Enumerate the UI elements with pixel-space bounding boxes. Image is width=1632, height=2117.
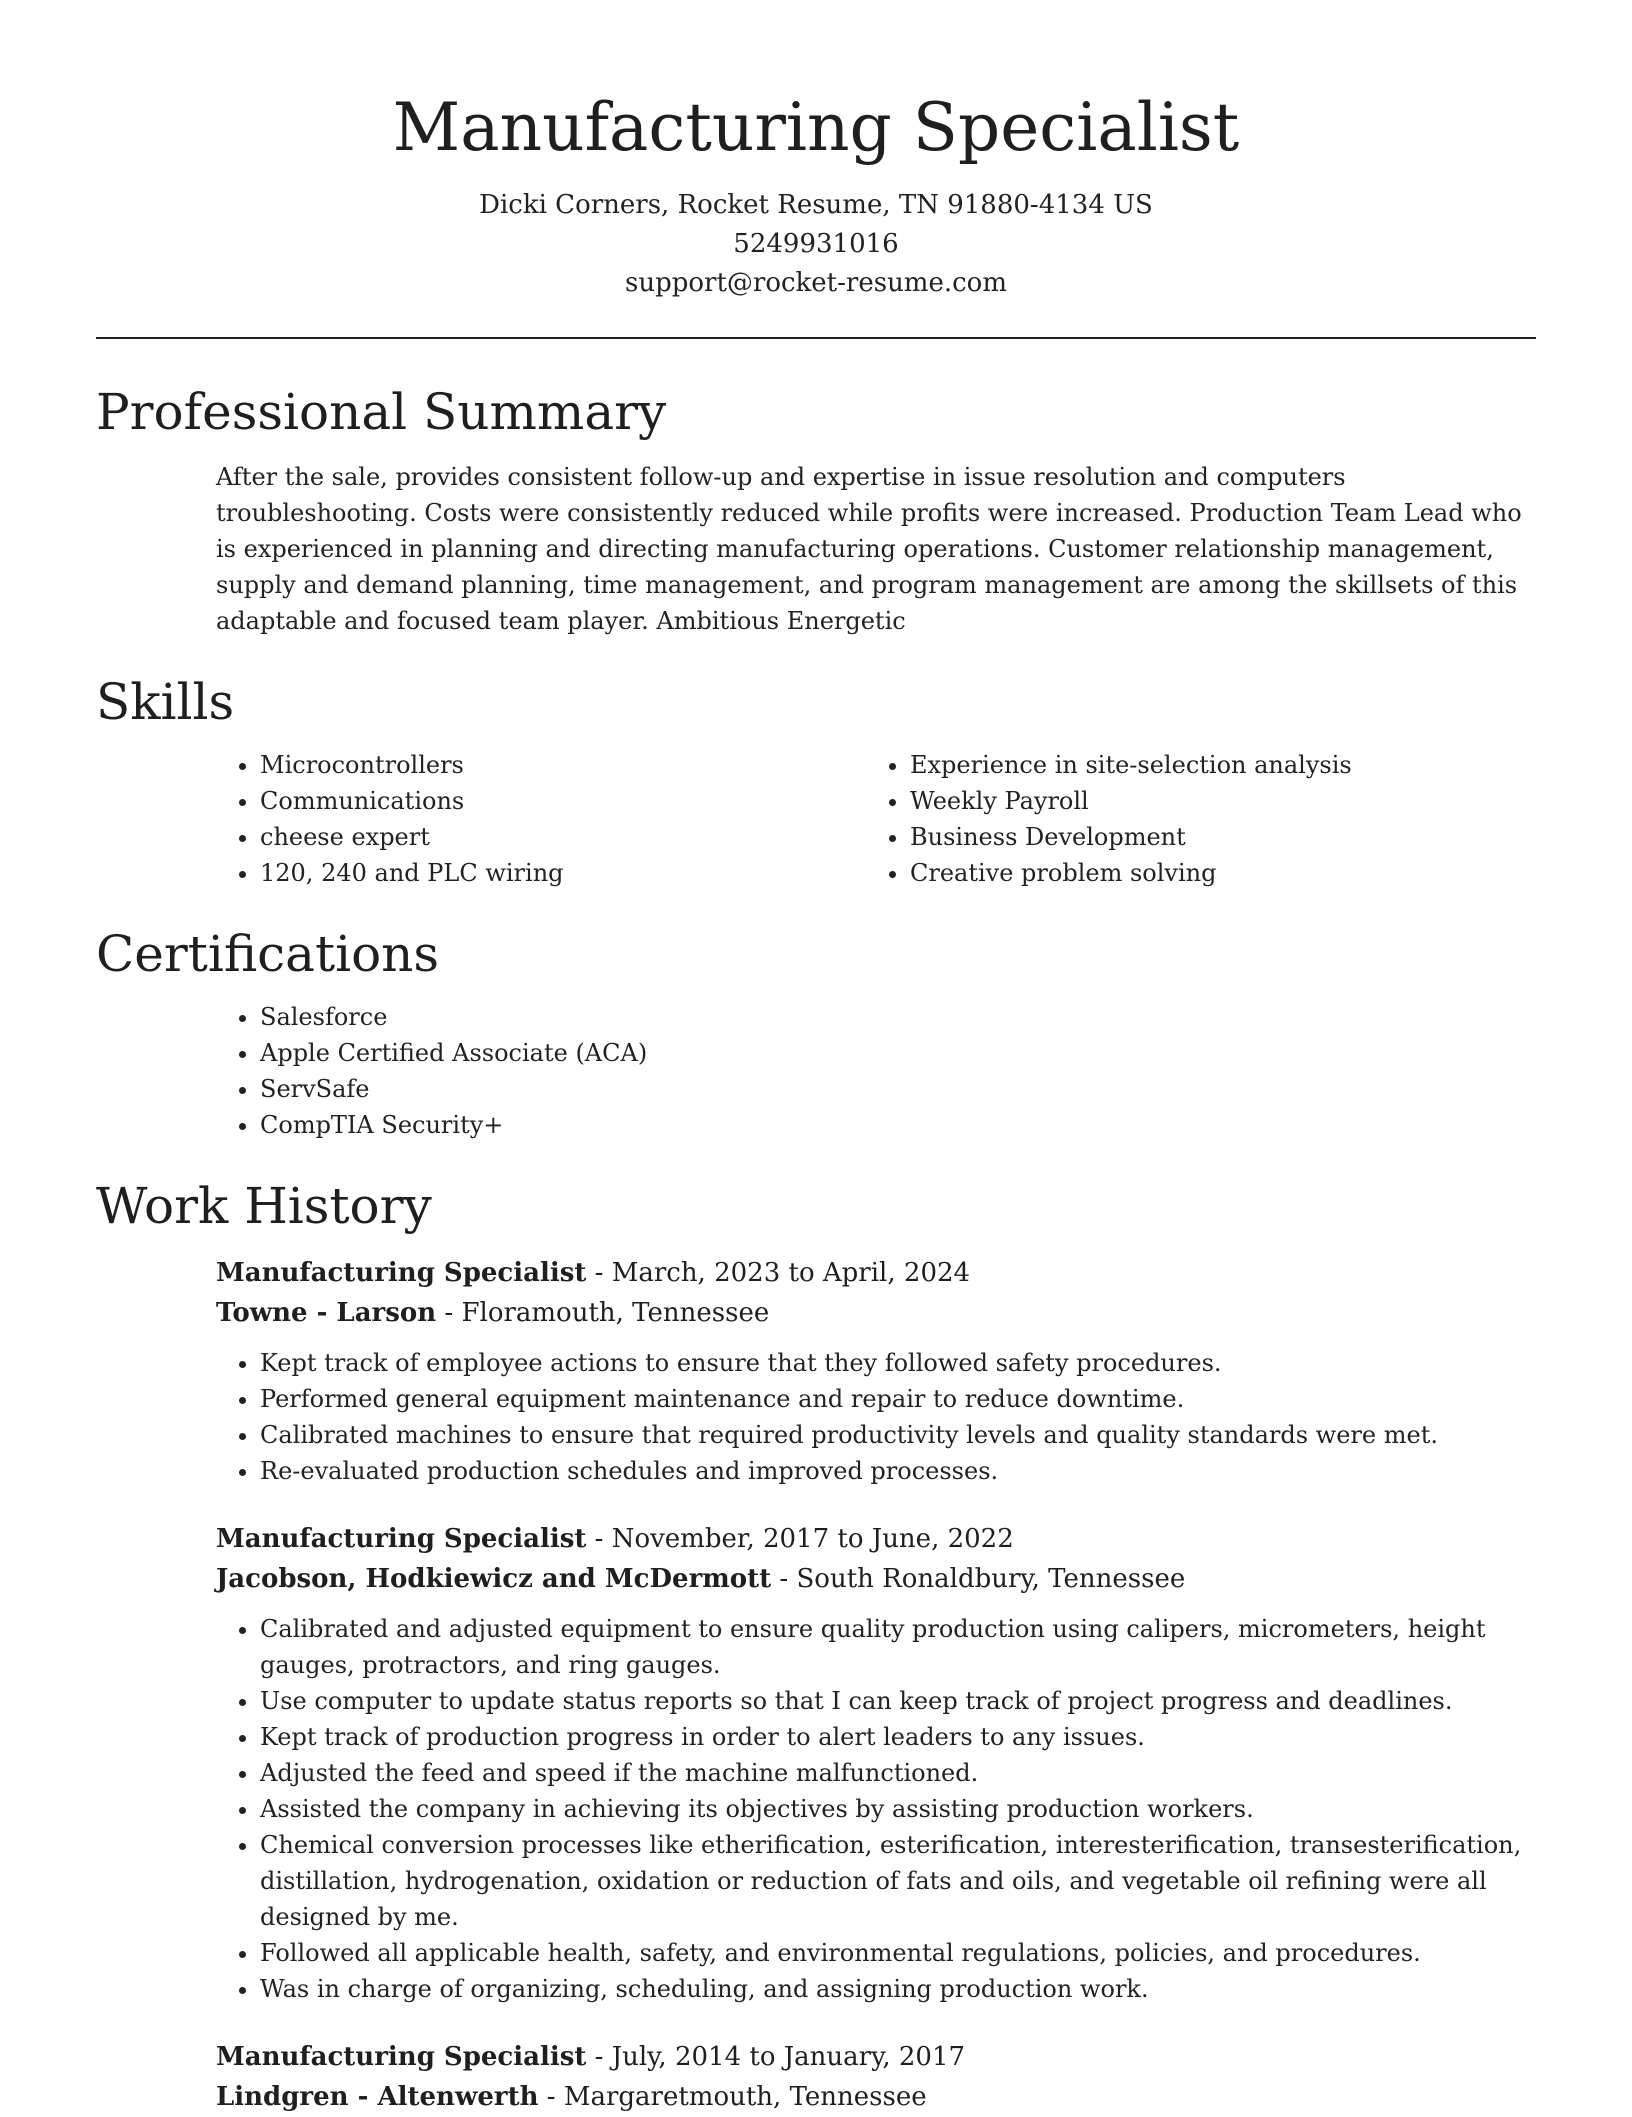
job-bullets <box>216 1611 1536 2007</box>
job-separator: - <box>586 1258 612 1288</box>
job-entry <box>216 2037 1536 2117</box>
job-role: Manufacturing Specialist <box>216 1524 587 1554</box>
skill-item: • Experience in site-selection analysis <box>910 747 1530 783</box>
skill-item: • 120, 240 and PLC wiring <box>260 855 866 891</box>
job-title-line <box>216 1519 1536 1559</box>
contact-block <box>96 186 1536 303</box>
summary-text: After the sale, provides consistent follow-up and expertise in issue resolution and computers troubleshooting. Costs were consistently reduced while profits were increased. Production Team Lead who is experienced in planning and directing manufacturing operations. Customer relationship management, supply and demand planning, time management, and program management are among the skillsets of this adaptable and focused team player. Ambitious Energetic <box>216 463 1522 635</box>
job-location: Margaretmouth, Tennessee <box>563 2082 927 2112</box>
job-dates: March, 2023 to April, 2024 <box>611 1258 971 1288</box>
header-divider <box>96 337 1536 339</box>
job-bullet: • Re-evaluated production schedules and improved processes. <box>260 1453 1536 1489</box>
contact-phone: 5249931016 <box>733 229 899 259</box>
skill-item: • Weekly Payroll <box>910 783 1530 819</box>
job-bullet: • Was in charge of organizing, scheduling, and assigning production work. <box>260 1971 1536 2007</box>
job-separator: - <box>538 2082 564 2112</box>
skills-right-list <box>866 747 1530 891</box>
job-bullets <box>216 1345 1536 1489</box>
certification-item: • CompTIA Security+ <box>260 1107 1536 1143</box>
job-entry <box>216 1519 1536 2007</box>
job-separator: - <box>436 1298 462 1328</box>
skill-item: • Creative problem solving <box>910 855 1530 891</box>
job-bullet: • Calibrated and adjusted equipment to ensure quality production using calipers, micrometers, height gauges, protractors, and ring gauges. <box>260 1611 1536 1683</box>
contact-email: support@rocket-resume.com <box>624 268 1007 298</box>
job-company: Towne - Larson <box>216 1298 437 1328</box>
summary-section <box>96 377 1536 639</box>
job-title-line <box>216 2037 1536 2077</box>
job-bullet: • Assisted the company in achieving its objectives by assisting production workers. <box>260 1791 1536 1827</box>
job-bullet: • Kept track of production progress in order to alert leaders to any issues. <box>260 1719 1536 1755</box>
job-company-line <box>216 2077 1536 2117</box>
job-dates: July, 2014 to January, 2017 <box>611 2042 966 2072</box>
job-bullet: • Kept track of employee actions to ensure that they followed safety procedures. <box>260 1345 1536 1381</box>
job-company-line <box>216 1559 1536 1599</box>
contact-address: Dicki Corners, Rocket Resume, TN 91880-4134 US <box>479 190 1153 220</box>
resume-title: Manufacturing Specialist <box>392 89 1240 166</box>
job-location: Floramouth, Tennessee <box>461 1298 770 1328</box>
skills-heading: Skills <box>96 673 235 731</box>
certification-item: • Salesforce <box>260 999 1536 1035</box>
resume-page <box>96 0 1536 2117</box>
summary-heading: Professional Summary <box>96 383 667 441</box>
certification-item: • ServSafe <box>260 1071 1536 1107</box>
job-separator: - <box>586 2042 612 2072</box>
job-location: South Ronaldbury, Tennessee <box>796 1564 1186 1594</box>
certifications-list-wrap <box>216 999 1536 1143</box>
job-bullet: • Followed all applicable health, safety, and environmental regulations, policies, and procedures. <box>260 1935 1536 1971</box>
job-company: Lindgren - Altenwerth <box>216 2082 539 2112</box>
skills-columns <box>216 747 1536 891</box>
job-company: Jacobson, Hodkiewicz and McDermott <box>216 1564 772 1594</box>
skill-item: • Communications <box>260 783 866 819</box>
skill-item: • Business Development <box>910 819 1530 855</box>
certifications-section <box>96 919 1536 1143</box>
certification-item: • Apple Certified Associate (ACA) <box>260 1035 1536 1071</box>
job-bullet: • Adjusted the feed and speed if the machine malfunctioned. <box>260 1755 1536 1791</box>
job-role: Manufacturing Specialist <box>216 2042 587 2072</box>
skill-item: • Microcontrollers <box>260 747 866 783</box>
job-bullet: • Performed general equipment maintenance and repair to reduce downtime. <box>260 1381 1536 1417</box>
skills-left-list <box>216 747 866 891</box>
work-history-section <box>96 1171 1536 2117</box>
skill-item: • cheese expert <box>260 819 866 855</box>
job-company-line <box>216 1293 1536 1333</box>
certifications-heading: Certifications <box>96 925 440 983</box>
skills-section <box>96 667 1536 891</box>
work-history-heading: Work History <box>96 1177 432 1235</box>
job-separator: - <box>586 1524 612 1554</box>
job-title-line <box>216 1253 1536 1293</box>
job-bullet: • Calibrated machines to ensure that required productivity levels and quality standards were met. <box>260 1417 1536 1453</box>
job-bullet: • Chemical conversion processes like etherification, esterification, interesterification, transesterification, distillation, hydrogenation, oxidation or reduction of fats and oils, and vegetable oil refining were all designed by me. <box>260 1827 1536 1935</box>
job-role: Manufacturing Specialist <box>216 1258 587 1288</box>
certifications-list <box>216 999 1536 1143</box>
job-entry <box>216 1253 1536 1489</box>
job-bullet: • Use computer to update status reports so that I can keep track of project progress and deadlines. <box>260 1683 1536 1719</box>
job-dates: November, 2017 to June, 2022 <box>611 1524 1014 1554</box>
job-separator: - <box>771 1564 797 1594</box>
